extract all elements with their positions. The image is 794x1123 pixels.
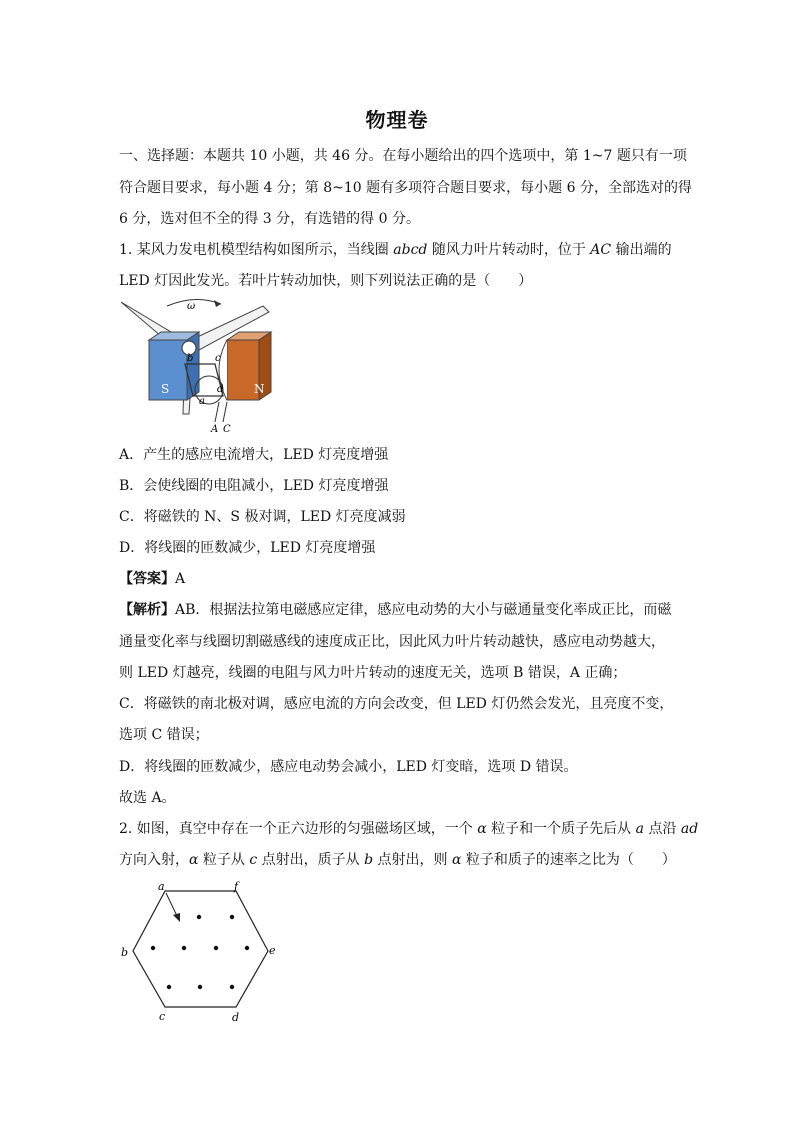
q1-answer bbox=[119, 569, 679, 589]
point-d-label: d bbox=[217, 384, 224, 395]
section-header-line-1: 一、选择题：本题共 10 小题，共 46 分。在每小题给出的四个选项中，第 1~7 题只有一项 bbox=[119, 148, 687, 164]
q1-ac-label: AC bbox=[590, 242, 612, 258]
direction-ad-ref: ad bbox=[680, 821, 699, 837]
alpha-symbol: α bbox=[477, 821, 487, 837]
field-dot-icon bbox=[214, 946, 218, 950]
field-dot-icon bbox=[230, 985, 234, 989]
q1-option-d: D．将线圈的匝数减少，LED 灯亮度增强 bbox=[119, 540, 376, 556]
terminal-a-label: A bbox=[211, 424, 219, 435]
answer-label: 【答案】 bbox=[119, 571, 175, 587]
vertex-f-label: f bbox=[234, 880, 239, 893]
alpha-symbol: α bbox=[189, 852, 199, 868]
q1-analysis-line-3: 则 LED 灯越亮，线圈的电阻与风力叶片转动的速度无关，选项 B 错误，A 正确； bbox=[119, 665, 627, 681]
q2-stem-part: 粒子和质子的速率之比为（ ） bbox=[461, 852, 676, 868]
vertex-c-label: c bbox=[159, 1010, 166, 1023]
magnet-s-label: S bbox=[161, 382, 170, 396]
q2-stem-line-2 bbox=[119, 850, 679, 870]
q2-stem-part: 2. 如图，真空中存在一个正六边形的匀强磁场区域，一个 bbox=[119, 821, 478, 837]
q1-analysis-line-6: D．将线圈的匝数减少，感应电动势会减小，LED 灯变暗，选项 D 错误。 bbox=[119, 759, 578, 775]
q1-coil-label: abcd bbox=[393, 242, 428, 258]
q1-analysis-line-1 bbox=[119, 600, 679, 620]
field-dot-icon bbox=[197, 915, 201, 919]
q1-analysis-line-5: 选项 C 错误； bbox=[119, 727, 209, 743]
q2-stem-part: 点射出，质子从 bbox=[257, 852, 365, 868]
field-dot-icon bbox=[230, 915, 234, 919]
vertex-d-label: d bbox=[232, 1011, 240, 1024]
point-c-ref: c bbox=[249, 852, 258, 868]
q1-option-c: C．将磁铁的 N、S 极对调，LED 灯亮度减弱 bbox=[119, 509, 406, 525]
q2-stem-part: 点射出，则 bbox=[373, 852, 452, 868]
point-b-label: b bbox=[187, 353, 194, 364]
field-dot-icon bbox=[182, 946, 186, 950]
point-a-label: a bbox=[199, 396, 205, 407]
q1-stem-part: 随风力叶片转动时，位于 bbox=[427, 242, 591, 258]
q2-stem-line-1 bbox=[119, 819, 699, 839]
answer-value: A bbox=[175, 571, 186, 587]
magnet-n-label: N bbox=[254, 382, 265, 396]
analysis-label: 【解析】 bbox=[119, 602, 175, 618]
section-header-line-2: 符合题目要求，每小题 4 分；第 8~10 题有多项符合题目要求，每小题 6 分，全部选对的得 bbox=[119, 180, 692, 196]
field-dot-icon bbox=[167, 985, 171, 989]
q1-stem-line-1 bbox=[119, 240, 679, 260]
field-dot-icon bbox=[151, 946, 155, 950]
q2-stem-part: 粒子和一个质子先后从 bbox=[486, 821, 636, 837]
q2-hexagon-field-figure bbox=[118, 880, 283, 1025]
terminal-c-label: C bbox=[223, 424, 231, 435]
vertex-e-label: e bbox=[269, 944, 276, 957]
alpha-symbol: α bbox=[452, 852, 462, 868]
q1-analysis-line-4: C．将磁铁的南北极对调，感应电流的方向会改变，但 LED 灯仍然会发光，且亮度不变， bbox=[119, 696, 674, 712]
q2-stem-part: 方向入射， bbox=[119, 852, 189, 868]
vertex-a-label: a bbox=[158, 880, 165, 893]
q1-stem-part: 输出端的 bbox=[611, 242, 672, 258]
q1-option-b: B．会使线圈的电阻减小，LED 灯亮度增强 bbox=[119, 478, 389, 494]
q2-stem-part: 粒子从 bbox=[198, 852, 250, 868]
q1-analysis-line-2: 通量变化率与线圈切割磁感线的速度成正比，因此风力叶片转动越快，感应电动势越大， bbox=[119, 634, 665, 650]
q1-stem-part: 1. 某风力发电机模型结构如图所示，当线圈 bbox=[119, 242, 394, 258]
point-c-label: c bbox=[215, 353, 221, 364]
field-dot-icon bbox=[245, 946, 249, 950]
q1-analysis-line-7: 故选 A。 bbox=[119, 790, 176, 806]
analysis-text: AB．根据法拉第电磁感应定律，感应电动势的大小与磁通量变化率成正比，而磁 bbox=[175, 602, 672, 618]
q1-stem-line-2: LED 灯因此发光。若叶片转动加快，则下列说法正确的是（ ） bbox=[119, 273, 533, 289]
wire-c bbox=[223, 402, 227, 422]
wire-a bbox=[215, 402, 219, 422]
q2-stem-part: 点沿 bbox=[644, 821, 681, 837]
point-a-ref: a bbox=[635, 821, 644, 837]
point-b-ref: b bbox=[364, 852, 374, 868]
page-title: 物理卷 bbox=[365, 108, 429, 132]
arrow-head-icon bbox=[173, 913, 180, 922]
arrow-head-icon bbox=[214, 300, 221, 307]
field-dot-icon bbox=[198, 985, 202, 989]
omega-label: ω bbox=[187, 301, 196, 312]
vertex-b-label: b bbox=[121, 946, 129, 959]
q1-wind-generator-figure bbox=[115, 292, 285, 440]
section-header-line-3: 6 分，选对但不全的得 3 分，有选错的得 0 分。 bbox=[119, 211, 420, 227]
q1-option-a: A．产生的感应电流增大，LED 灯亮度增强 bbox=[119, 447, 389, 463]
